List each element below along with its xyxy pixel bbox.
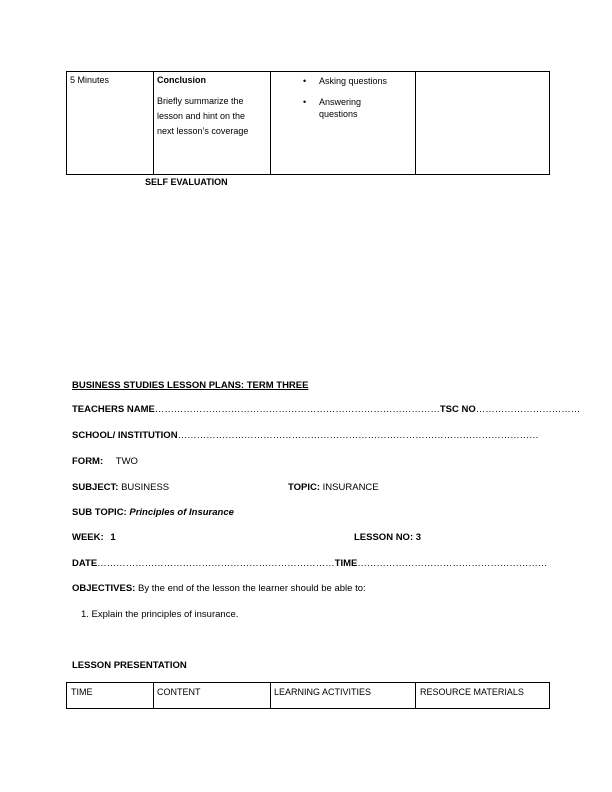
resources-cell: [416, 72, 550, 175]
subject-row: [72, 482, 169, 494]
school-row: [72, 430, 539, 442]
bullet-icon: •: [303, 97, 307, 107]
header-content: CONTENT: [154, 683, 271, 709]
time-dots: ……………………………………………………: [357, 558, 548, 569]
header-time: TIME: [67, 683, 154, 709]
time-label: TIME: [334, 558, 358, 569]
conclusion-table: [66, 71, 550, 175]
week-value: 1: [110, 532, 116, 543]
lesson-plan-title: BUSINESS STUDIES LESSON PLANS: TERM THREE: [72, 380, 309, 391]
date-dots: …………………………………………………………………: [97, 558, 335, 569]
teachers-name-dots: ………………………………………………………………………………: [154, 404, 440, 415]
tsc-dots: ……………………………: [475, 404, 581, 415]
topic-label: TOPIC:: [288, 482, 321, 493]
topic-row: [288, 482, 379, 494]
time-value: 5 Minutes: [70, 75, 110, 85]
content-title: Conclusion: [157, 75, 206, 85]
lesson-presentation-table: [66, 682, 550, 709]
date-label: DATE: [72, 558, 98, 569]
objectives-label: OBJECTIVES:: [72, 583, 136, 594]
objectives-row: [72, 583, 366, 595]
date-time-row: [72, 558, 547, 570]
header-resource-materials: RESOURCE MATERIALS: [416, 683, 550, 709]
subtopic-row: [72, 507, 234, 519]
activities-list: [299, 75, 399, 120]
objective-item: 1. Explain the principles of insurance.: [81, 609, 239, 620]
school-label: SCHOOL/ INSTITUTION: [72, 430, 178, 441]
objectives-text: By the end of the lesson the learner should be able to:: [138, 583, 366, 594]
subject-label: SUBJECT:: [72, 482, 119, 493]
tsc-label: TSC NO: [439, 404, 476, 415]
lesson-no-row: [354, 532, 421, 544]
lesson-no-label: LESSON NO:: [354, 532, 414, 543]
topic-value: INSURANCE: [322, 482, 379, 493]
lesson-no-value: 3: [415, 532, 422, 543]
subtopic-value: Principles of Insurance: [129, 507, 234, 518]
content-text: Briefly summarize the lesson and hint on the next lesson’s coverage: [157, 96, 249, 136]
teachers-name-label: TEACHERS NAME: [72, 404, 155, 415]
header-learning-activities: LEARNING ACTIVITIES: [271, 683, 416, 709]
subtopic-label: SUB TOPIC:: [72, 507, 127, 518]
lesson-presentation-heading: LESSON PRESENTATION: [72, 660, 187, 671]
week-row: [72, 532, 116, 544]
content-cell: [154, 72, 271, 175]
school-dots: ……………………………………………………………………………………………………: [177, 430, 539, 441]
bullet-icon: •: [303, 76, 307, 86]
form-label: FORM:: [72, 456, 104, 467]
week-label: WEEK:: [72, 532, 104, 543]
self-evaluation-heading: SELF EVALUATION: [145, 177, 228, 187]
activity-item: • Answering questions: [303, 97, 362, 119]
time-cell: [67, 72, 154, 175]
form-value: TWO: [115, 456, 138, 467]
subject-value: BUSINESS: [121, 482, 170, 493]
teachers-name-row: [72, 404, 580, 416]
activities-cell: [271, 72, 416, 175]
activity-item: • Asking questions: [303, 76, 388, 86]
form-row: [72, 456, 138, 468]
